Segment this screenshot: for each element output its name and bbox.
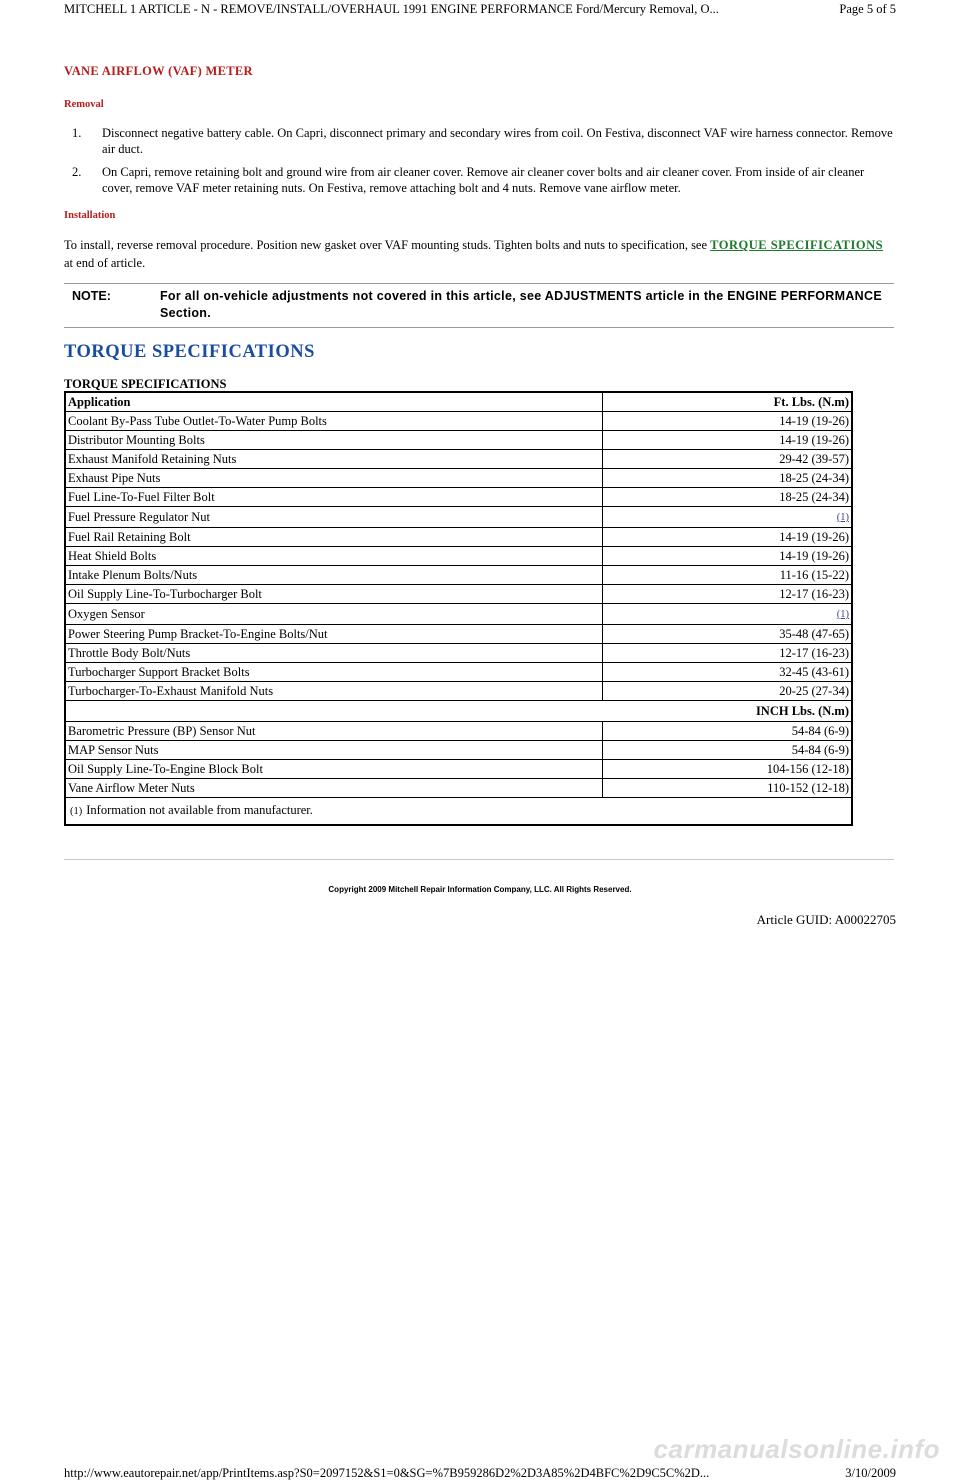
- value-cell: 14-19 (19-26): [603, 528, 853, 547]
- application-cell: Oil Supply Line-To-Engine Block Bolt: [65, 760, 603, 779]
- value-cell: 12-17 (16-23): [603, 644, 853, 663]
- note-box: [64, 283, 894, 328]
- table-row: [65, 585, 852, 604]
- step-text: Disconnect negative battery cable. On Capri, disconnect primary and secondary wires from coil. On Festiva, disconnect VAF wire harness connector. Remove air duct.: [102, 126, 893, 156]
- table-row: [65, 450, 852, 469]
- table-row: [65, 722, 852, 741]
- table-row: [65, 741, 852, 760]
- value-cell: 104-156 (12-18): [603, 760, 853, 779]
- column-header-application: Application: [65, 392, 603, 412]
- list-item: [64, 125, 894, 157]
- step-number: 1.: [72, 126, 82, 140]
- table-row: [65, 779, 852, 798]
- application-cell: Coolant By-Pass Tube Outlet-To-Water Pump Bolts: [65, 412, 603, 431]
- table-row: [65, 547, 852, 566]
- note-text: For all on-vehicle adjustments not covered in this article, see ADJUSTMENTS article in the ENGINE PERFORMANCE Section.: [160, 289, 882, 320]
- table-row: [65, 625, 852, 644]
- page-number: Page 5 of 5: [833, 2, 896, 17]
- application-cell: Exhaust Pipe Nuts: [65, 469, 603, 488]
- application-cell: Power Steering Pump Bracket-To-Engine Bolts/Nut: [65, 625, 603, 644]
- torque-heading: TORQUE SPECIFICATIONS: [64, 342, 315, 362]
- table-row: [65, 566, 852, 585]
- application-cell: Heat Shield Bolts: [65, 547, 603, 566]
- installation-text-after: at end of article.: [64, 256, 146, 270]
- application-cell: Fuel Pressure Regulator Nut: [65, 507, 603, 528]
- footnote-mark: (1): [70, 806, 83, 817]
- application-cell: Fuel Line-To-Fuel Filter Bolt: [65, 488, 603, 507]
- article-guid: Article GUID: A00022705: [756, 912, 896, 927]
- value-cell: 14-19 (19-26): [603, 547, 853, 566]
- step-number: 2.: [72, 165, 82, 179]
- article-body: [64, 64, 894, 826]
- value-cell: 14-19 (19-26): [603, 412, 853, 431]
- table-row: [65, 528, 852, 547]
- application-cell: Distributor Mounting Bolts: [65, 431, 603, 450]
- torque-table: [64, 391, 853, 826]
- column-header-ftlbs: Ft. Lbs. (N.m): [603, 392, 853, 412]
- installation-text-before: To install, reverse removal procedure. Position new gasket over VAF mounting studs. Tighten bolts and nuts to specification, see: [64, 238, 711, 252]
- value-cell: 18-25 (24-34): [603, 469, 853, 488]
- table-footnote-row: [65, 798, 852, 826]
- value-cell: 110-152 (12-18): [603, 779, 853, 798]
- value-cell: 14-19 (19-26): [603, 431, 853, 450]
- table-row: [65, 663, 852, 682]
- application-cell: MAP Sensor Nuts: [65, 741, 603, 760]
- value-cell: [603, 604, 853, 625]
- value-cell: 12-17 (16-23): [603, 585, 853, 604]
- column-header-inchlbs: INCH Lbs. (N.m): [65, 701, 852, 722]
- page-url: http://www.eautorepair.net/app/PrintItems.asp?S0=2097152&S1=0&SG=%7B959286D2%2D3A85%2D4BFC%2D9C5C%2D...: [64, 1466, 710, 1480]
- application-cell: Oxygen Sensor: [65, 604, 603, 625]
- application-cell: Exhaust Manifold Retaining Nuts: [65, 450, 603, 469]
- table-row: [65, 682, 852, 701]
- removal-steps: [64, 125, 894, 196]
- torque-specifications-link[interactable]: TORQUE SPECIFICATIONS: [710, 238, 884, 252]
- table-row: [65, 412, 852, 431]
- value-cell: 54-84 (6-9): [603, 741, 853, 760]
- table-row: [65, 431, 852, 450]
- application-cell: Turbocharger Support Bracket Bolts: [65, 663, 603, 682]
- application-cell: Barometric Pressure (BP) Sensor Nut: [65, 722, 603, 741]
- value-cell: 54-84 (6-9): [603, 722, 853, 741]
- value-cell: [603, 507, 853, 528]
- table-caption: TORQUE SPECIFICATIONS: [64, 377, 227, 391]
- application-cell: Vane Airflow Meter Nuts: [65, 779, 603, 798]
- value-cell: 35-48 (47-65): [603, 625, 853, 644]
- table-row: [65, 507, 852, 528]
- table-row: [65, 644, 852, 663]
- step-text: On Capri, remove retaining bolt and ground wire from air cleaner cover. Remove air cleaner cover bolts and air cleaner cover. From inside of air cleaner cover, remove VAF meter retaining nuts. On Festiva, remove attaching bolt and 4 nuts. Remove vane airflow meter.: [102, 165, 865, 195]
- footnote-link[interactable]: (1): [836, 512, 849, 523]
- value-cell: 32-45 (43-61): [603, 663, 853, 682]
- application-cell: Fuel Rail Retaining Bolt: [65, 528, 603, 547]
- list-item: [64, 164, 894, 196]
- installation-text: [64, 236, 894, 272]
- value-cell: 20-25 (27-34): [603, 682, 853, 701]
- application-cell: Turbocharger-To-Exhaust Manifold Nuts: [65, 682, 603, 701]
- divider: [64, 859, 894, 860]
- table-header-row: [65, 701, 852, 722]
- copyright: Copyright 2009 Mitchell Repair Information Company, LLC. All Rights Reserved.: [328, 885, 632, 894]
- footnote-link[interactable]: (1): [836, 609, 849, 620]
- table-header-row: [65, 392, 852, 412]
- document-title: MITCHELL 1 ARTICLE - N - REMOVE/INSTALL/OVERHAUL 1991 ENGINE PERFORMANCE Ford/Mercury Removal, O...: [64, 2, 719, 16]
- value-cell: 29-42 (39-57): [603, 450, 853, 469]
- table-footnote: [65, 798, 852, 826]
- installation-heading: Installation: [64, 210, 116, 221]
- print-header: [0, 0, 960, 18]
- value-cell: 18-25 (24-34): [603, 488, 853, 507]
- removal-heading: Removal: [64, 99, 104, 110]
- application-cell: Oil Supply Line-To-Turbocharger Bolt: [65, 585, 603, 604]
- application-cell: Throttle Body Bolt/Nuts: [65, 644, 603, 663]
- table-row: [65, 760, 852, 779]
- table-row: [65, 469, 852, 488]
- section-title: VANE AIRFLOW (VAF) METER: [64, 64, 253, 78]
- note-label: NOTE:: [72, 289, 111, 303]
- application-cell: Intake Plenum Bolts/Nuts: [65, 566, 603, 585]
- watermark: carmanualsonline.info: [653, 1434, 940, 1464]
- table-row: [65, 488, 852, 507]
- print-date: 3/10/2009: [841, 1466, 896, 1481]
- table-row: [65, 604, 852, 625]
- value-cell: 11-16 (15-22): [603, 566, 853, 585]
- footnote-text: Information not available from manufacturer.: [86, 803, 313, 817]
